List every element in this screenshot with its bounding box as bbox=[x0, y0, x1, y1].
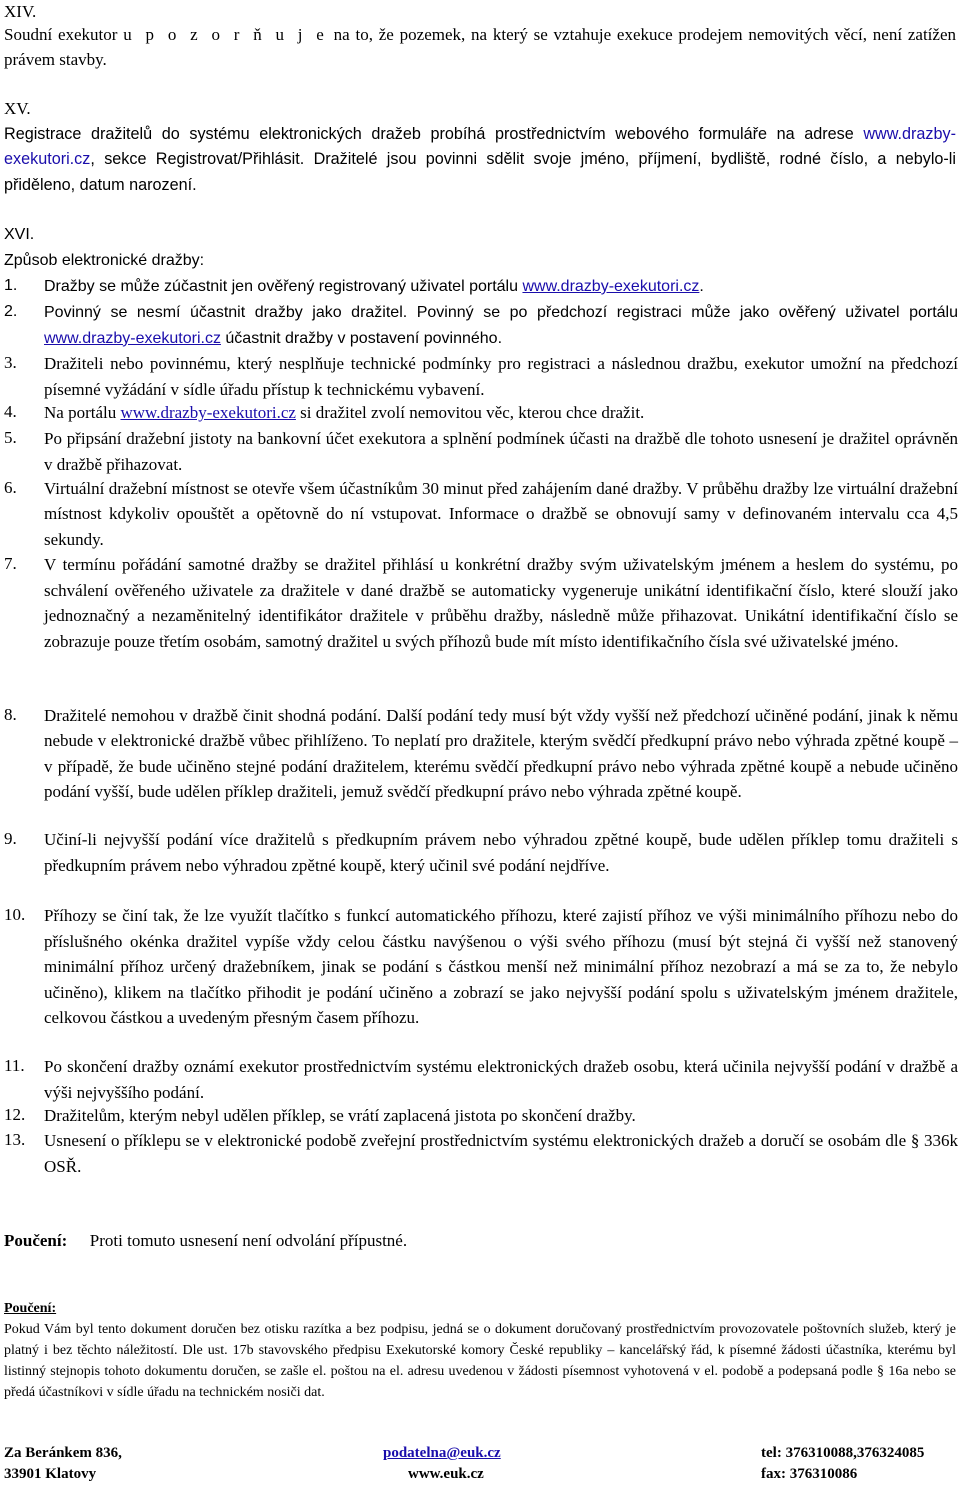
list-item bbox=[44, 400, 958, 425]
list-item bbox=[44, 274, 958, 299]
list-item-number: 12. bbox=[4, 1105, 26, 1124]
portal-link[interactable]: www.drazby-exekutori.cz bbox=[44, 329, 221, 347]
portal-link[interactable]: www.drazby-exekutori.cz bbox=[522, 278, 700, 295]
small-notice-text: Pokud Vám byl tento dokument doručen bez otisku razítka a bez podpisu, jedná se o dokument doručovaný prostřednictvím provozovatele poštovních služeb, který je platný i bez těchto náležitostí. Dle ust. 17b stavovského předpisu Exekutorské komory České republiky – kancelářský řád, k písemné žádosti účastníka, kterému byl listinný stejnopis tohoto dokumentu doručen, se zašle el. poštou na el. adresu uvedenou v žádosti písemnost vyhotovená v el. podobě a podepsaná podle § 16a nebo se předá účastníkovi v sídle úřadu na technickém nosiči dat. bbox=[4, 1322, 956, 1400]
section-xv-text-b: , sekce Registrovat/Přihlásit. bbox=[90, 150, 305, 169]
section-xvi-subheading: Způsob elektronické dražby: bbox=[4, 252, 205, 269]
list-item: V termínu pořádání samotné dražby se dražitel přihlásí u konkrétní dražby svým uživatelským jménem a heslem do systému, po schválení ověřeného uživatele za dražitele v dané dražbě se automaticky vygeneruje unikátní identifikační číslo, které slouží jako jednoznačný a nezaměnitelný identifikátor dražitele v průběhu dražby, následně může přihazovat. Unikátní identifikační číslo se zobrazuje pouze třetím osobám, samotný dražitel u svých příhozů bude mít místo identifikačního čísla své uživatelské jméno. bbox=[44, 555, 958, 651]
list-item-text: si dražitel zvolí nemovitou věc, kterou chce dražit. bbox=[295, 403, 645, 422]
list-item-number: 13. bbox=[4, 1130, 26, 1149]
list-item-number: 3. bbox=[4, 353, 17, 372]
notice-label: Poučení: bbox=[4, 1231, 68, 1250]
list-item-text: Na portálu bbox=[44, 403, 117, 422]
section-xiv-emphasis: u p o z o r ň u j e bbox=[123, 25, 328, 44]
section-xiv-text bbox=[4, 22, 956, 72]
list-item: Dražitelé nemohou v dražbě činit shodná podání. Další podání tedy musí být vždy vyšší než předchozí učiněné podání, jinak k němu nebude v elektronické dražbě vůbec přihlíženo. To neplatí pro dražitele, kterým svědčí předkupní právo nebo výhrada zpětné koupě – v případě, že bude učiněno stejné podání dražitelem, kterému svědčí předkupní právo nebo výhrada zpětné koupě a nebude učiněno podání vyšší, bude udělen příklep dražiteli, jemuž svědčí předkupní právo nebo výhrada zpětné koupě. bbox=[44, 706, 958, 802]
list-item-number: 7. bbox=[4, 554, 17, 573]
section-xv-text-a: Registrace dražitelů do systému elektronických dražeb probíhá prostřednictvím webového formuláře na adrese bbox=[4, 125, 854, 143]
section-xvi-heading: XVI. bbox=[4, 226, 35, 243]
list-item bbox=[44, 300, 958, 351]
list-item-number: 10. bbox=[4, 905, 26, 924]
list-item: Usnesení o příklepu se v elektronické podobě zveřejní prostřednictvím systému elektronických dražeb a doručí se osobám dle § 336k OSŘ. bbox=[44, 1131, 958, 1176]
footer-tel: tel: 376310088,376324085 bbox=[761, 1445, 925, 1461]
list-item: Po připsání dražební jistoty na bankovní účet exekutora a splnění podmínek účasti na dražbě dle tohoto usnesení je dražitel oprávněn v dražbě přihazovat. bbox=[44, 429, 958, 474]
list-item-number: 2. bbox=[4, 303, 18, 320]
section-xiv-heading: XIV. bbox=[4, 2, 37, 21]
footer-street: Za Beránkem 836, bbox=[4, 1445, 122, 1461]
section-xiv-intro: Soudní exekutor bbox=[4, 25, 118, 44]
list-item-number: 5. bbox=[4, 428, 17, 447]
portal-link[interactable]: www.drazby-exekutori.cz bbox=[120, 403, 296, 422]
footer-fax: fax: 376310086 bbox=[761, 1466, 858, 1482]
list-item-number: 4. bbox=[4, 402, 17, 421]
list-item: Dražiteli nebo povinnému, který nesplňuje technické podmínky pro registraci a následnou dražbu, exekutor umožní na předchozí písemné vyžádání v sídle úřadu přístup k technickému vybavení. bbox=[44, 354, 958, 399]
list-item-text: . bbox=[699, 278, 704, 295]
list-item: Dražitelům, kterým nebyl udělen příklep, se vrátí zaplacená jistota po skončení dražby. bbox=[44, 1106, 636, 1125]
notice bbox=[4, 1229, 407, 1253]
list-item: Po skončení dražby oznámí exekutor prostřednictvím systému elektronických dražeb osobu, která učinila nejvyšší podání v dražbě a výši nejvyššího podání. bbox=[44, 1057, 958, 1102]
list-item: Virtuální dražební místnost se otevře všem účastníkům 30 minut před zahájením dané dražby. V průběhu dražby lze virtuální dražební místnost kdykoliv opouštět a opětovně do ní vstupovat. Informace o dražbě se obnovují samy v definovaném intervalu cca 4,5 sekundy. bbox=[44, 479, 958, 549]
footer-web: www.euk.cz bbox=[408, 1466, 484, 1482]
section-xiv-rest: na to, že pozemek, na který se vztahuje exekuce prodejem nemovitých věcí, není zatížen právem stavby. bbox=[4, 25, 956, 69]
list-item-number: 9. bbox=[4, 829, 17, 848]
section-xv-text bbox=[4, 122, 956, 198]
registration-link[interactable]: www.drazby-exekutori.cz bbox=[4, 125, 956, 169]
section-xv-heading: XV. bbox=[4, 99, 31, 118]
list-item: Učiní-li nejvyšší podání více dražitelů s předkupním právem nebo výhradou zpětné koupě, bude udělen příklep tomu dražiteli s předkupním právem nebo výhradou zpětné koupě, který učinil své podání nejdříve. bbox=[44, 830, 958, 875]
list-item-number: 8. bbox=[4, 705, 17, 724]
list-item: Příhozy se činí tak, že lze využít tlačítko s funkcí automatického příhozu, které zajistí příhoz ve výši minimálního příhozu nebo do příslušného okénka dražitel vypíše vždy celou částku navýšenou o výši svého příhozu (musí být stejná či vyšší než stanovený minimální příhoz určený dražebníkem, jinak se podání s částkou menší než minimální příhoz nezobrazí a má se za to, že nebylo učiněno), klikem na tlačítko přihodit je podání učiněno a zobrazí se jako nejvyšší podání spolu s uživatelským jménem dražitele, celkovou částkou a uvedeným přesným časem příhozu. bbox=[44, 906, 958, 1028]
list-item-text: Dražby se může zúčastnit jen ověřený registrovaný uživatel portálu bbox=[44, 278, 518, 295]
list-item-number: 6. bbox=[4, 478, 17, 497]
footer-email-link[interactable]: podatelna@euk.cz bbox=[383, 1445, 501, 1461]
small-notice-label: Poučení: bbox=[4, 1301, 57, 1316]
list-item-number: 1. bbox=[4, 277, 18, 294]
list-item-text: účastnit dražby v postavení povinného. bbox=[220, 329, 503, 347]
footer-city: 33901 Klatovy bbox=[4, 1466, 97, 1482]
list-item-text: Povinný se nesmí účastnit dražby jako dražitel. Povinný se po předchozí registraci může jako ověřený uživatel portálu bbox=[44, 304, 958, 321]
list-item-number: 11. bbox=[4, 1056, 25, 1075]
section-xv-text-c: Dražitelé jsou povinni sdělit svoje jméno, příjmení, bydliště, rodné číslo, a nebylo-li přiděleno, datum narození. bbox=[4, 150, 957, 194]
notice-text: Proti tomuto usnesení není odvolání přípustné. bbox=[89, 1231, 408, 1250]
